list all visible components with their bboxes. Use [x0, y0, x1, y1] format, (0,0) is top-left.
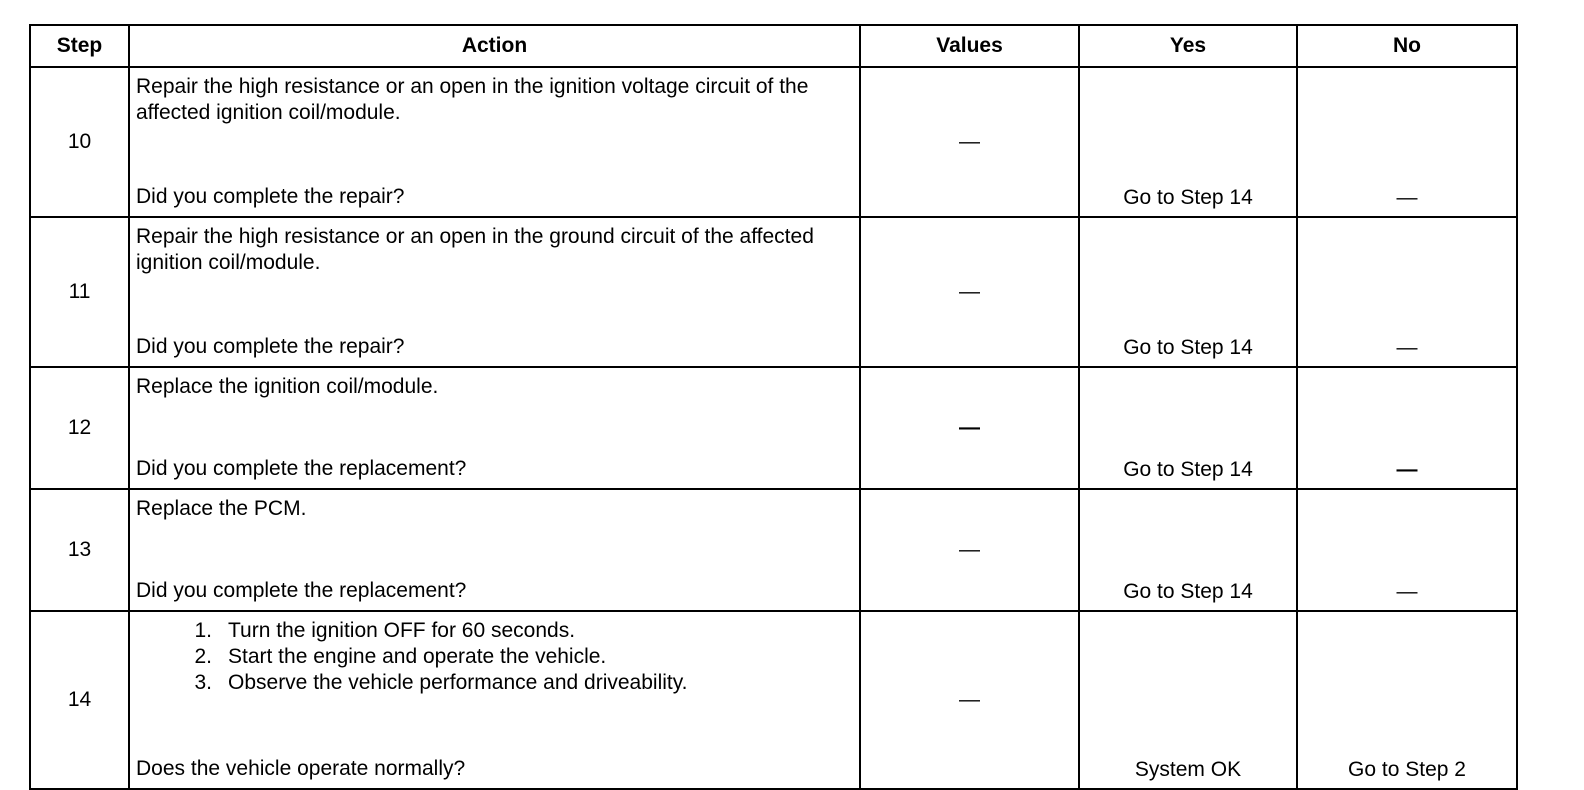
- table-row: [30, 217, 1517, 367]
- header-no: No: [1297, 25, 1517, 67]
- action-question: Does the vehicle operate normally?: [136, 757, 466, 780]
- substep-text: Start the engine and operate the vehicle.: [228, 645, 607, 668]
- action-cell: [129, 217, 860, 367]
- step-number: 13: [30, 489, 129, 611]
- step-number: 10: [30, 67, 129, 217]
- action-question: Did you complete the repair?: [136, 335, 405, 358]
- no-cell: —: [1297, 367, 1517, 489]
- action-question: Did you complete the repair?: [136, 185, 405, 208]
- table-row: [30, 611, 1517, 789]
- header-action: Action: [129, 25, 860, 67]
- yes-cell: Go to Step 14: [1079, 367, 1297, 489]
- header-row: [30, 25, 1517, 67]
- substep-number: 1.: [194, 619, 212, 642]
- yes-cell: System OK: [1079, 611, 1297, 789]
- values-cell: —: [860, 367, 1079, 489]
- table-row: [30, 67, 1517, 217]
- yes-cell: Go to Step 14: [1079, 67, 1297, 217]
- header-values: Values: [860, 25, 1079, 67]
- no-cell: —: [1297, 489, 1517, 611]
- table-row: [30, 489, 1517, 611]
- action-text: Repair the high resistance or an open in the ground circuit of the affected ignition coil/module.: [136, 225, 814, 274]
- values-cell: —: [860, 489, 1079, 611]
- list-item: [136, 644, 853, 670]
- substep-text: Turn the ignition OFF for 60 seconds.: [228, 619, 576, 642]
- action-question: Did you complete the replacement?: [136, 579, 467, 602]
- yes-cell: Go to Step 14: [1079, 489, 1297, 611]
- substep-text: Observe the vehicle performance and driveability.: [228, 671, 688, 694]
- action-cell: [129, 611, 860, 789]
- values-cell: —: [860, 217, 1079, 367]
- action-cell: [129, 489, 860, 611]
- action-cell: [129, 67, 860, 217]
- action-text: Repair the high resistance or an open in the ignition voltage circuit of the affected ignition coil/module.: [136, 75, 809, 124]
- action-text: Replace the ignition coil/module.: [136, 375, 439, 398]
- list-item: [136, 618, 853, 644]
- substep-number: 2.: [194, 645, 212, 668]
- substep-number: 3.: [194, 671, 212, 694]
- step-number: 12: [30, 367, 129, 489]
- header-step: Step: [30, 25, 129, 67]
- values-cell: —: [860, 611, 1079, 789]
- step-number: 11: [30, 217, 129, 367]
- action-question: Did you complete the replacement?: [136, 457, 467, 480]
- no-cell: —: [1297, 67, 1517, 217]
- header-yes: Yes: [1079, 25, 1297, 67]
- action-cell: [129, 367, 860, 489]
- table-row: [30, 367, 1517, 489]
- values-cell: —: [860, 67, 1079, 217]
- list-item: [136, 670, 853, 696]
- no-cell: Go to Step 2: [1297, 611, 1517, 789]
- yes-cell: Go to Step 14: [1079, 217, 1297, 367]
- diagnostic-table: [29, 24, 1518, 790]
- no-cell: —: [1297, 217, 1517, 367]
- action-text: Replace the PCM.: [136, 497, 307, 520]
- step-number: 14: [30, 611, 129, 789]
- substep-list: [136, 618, 853, 696]
